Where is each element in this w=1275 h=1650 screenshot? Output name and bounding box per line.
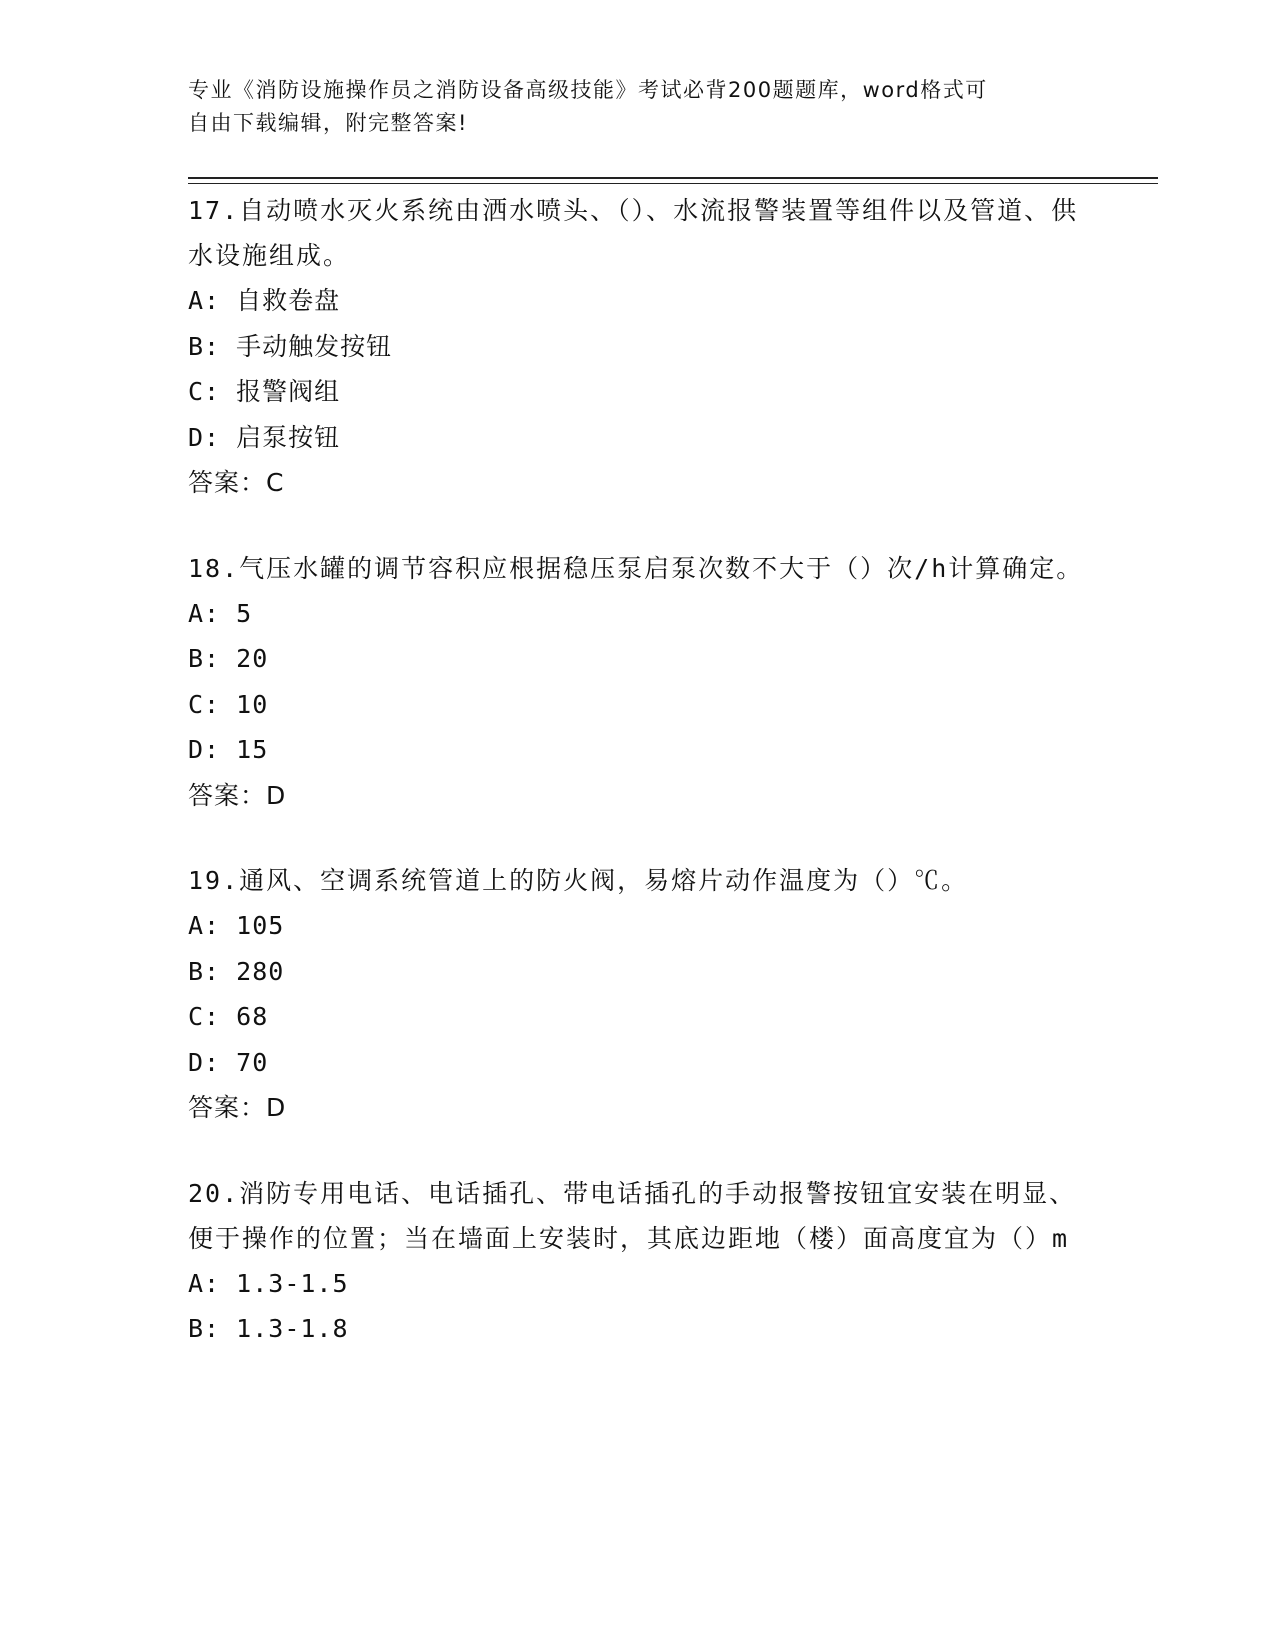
option-text: 15 <box>236 735 269 764</box>
option-key: A: <box>188 911 221 940</box>
answer-line: 答案：D <box>188 780 287 810</box>
option-text: 68 <box>236 1002 269 1031</box>
option-key: D: <box>188 1047 221 1077</box>
option-key: C: <box>188 689 221 719</box>
option-a <box>188 591 1088 637</box>
question-stem <box>188 858 1088 903</box>
question-text: 消防专用电话、电话插孔、带电话插孔的手动报警按钮宜安装在明显、便于操作的位置；当在墙面上安装时，其底边距地（楼）面高度宜为（）m <box>188 1178 1077 1253</box>
question-list <box>188 188 1088 1392</box>
question-20 <box>188 1171 1088 1352</box>
option-text: 1.3-1.5 <box>236 1268 349 1298</box>
question-number: 20. <box>188 1178 240 1208</box>
option-text: 105 <box>236 911 285 940</box>
option-a <box>188 278 1088 324</box>
option-b <box>188 1306 1088 1352</box>
option-d <box>188 1040 1088 1086</box>
option-a <box>188 903 1088 949</box>
question-17 <box>188 188 1088 506</box>
option-key: A: <box>188 286 221 315</box>
option-text: 20 <box>236 644 269 673</box>
option-text: 报警阀组 <box>236 377 341 406</box>
option-text: 70 <box>236 1047 269 1077</box>
option-key: A: <box>188 598 221 628</box>
question-text: 通风、空调系统管道上的防火阀，易熔片动作温度为（）℃。 <box>239 866 969 895</box>
option-text: 5 <box>236 598 253 628</box>
option-c <box>188 682 1088 728</box>
option-key: D: <box>188 735 221 764</box>
option-text: 自救卷盘 <box>236 286 341 315</box>
option-text: 启泵按钮 <box>236 422 341 452</box>
answer-line: 答案：C <box>188 468 285 497</box>
question-18 <box>188 546 1088 819</box>
question-number: 19. <box>188 866 240 895</box>
question-number: 17. <box>188 196 240 225</box>
option-text: 280 <box>236 956 285 986</box>
question-number: 18. <box>188 553 240 583</box>
option-key: B: <box>188 1314 221 1343</box>
option-key: C: <box>188 377 221 406</box>
option-text: 1.3-1.8 <box>236 1314 349 1343</box>
option-text: 10 <box>236 689 269 719</box>
option-key: D: <box>188 422 221 452</box>
question-stem <box>188 188 1088 278</box>
option-a <box>188 1261 1088 1307</box>
option-key: B: <box>188 331 221 361</box>
option-key: C: <box>188 1002 221 1031</box>
document-header <box>188 74 1088 140</box>
option-c <box>188 369 1088 415</box>
option-b <box>188 324 1088 370</box>
header-line-1: 专业《消防设施操作员之消防设备高级技能》考试必背200题题库，word格式可 <box>188 78 988 102</box>
answer-line: 答案：D <box>188 1093 287 1122</box>
question-19 <box>188 858 1088 1131</box>
option-b <box>188 949 1088 995</box>
question-stem <box>188 1171 1088 1261</box>
option-text: 手动触发按钮 <box>236 331 393 361</box>
option-key: B: <box>188 956 221 986</box>
question-stem <box>188 546 1088 591</box>
question-text: 自动喷水灭火系统由洒水喷头、（）、水流报警装置等组件以及管道、供水设施组成。 <box>188 196 1079 270</box>
header-divider-thick <box>188 177 1158 179</box>
option-d <box>188 727 1088 773</box>
option-key: A: <box>188 1268 221 1298</box>
option-b <box>188 636 1088 682</box>
option-d <box>188 415 1088 461</box>
option-c <box>188 994 1088 1040</box>
header-divider-thin <box>188 183 1158 184</box>
header-line-2: 自由下载编辑，附完整答案! <box>188 111 468 135</box>
question-text: 气压水罐的调节容积应根据稳压泵启泵次数不大于（）次/h计算确定。 <box>239 553 1084 583</box>
option-key: B: <box>188 644 221 673</box>
